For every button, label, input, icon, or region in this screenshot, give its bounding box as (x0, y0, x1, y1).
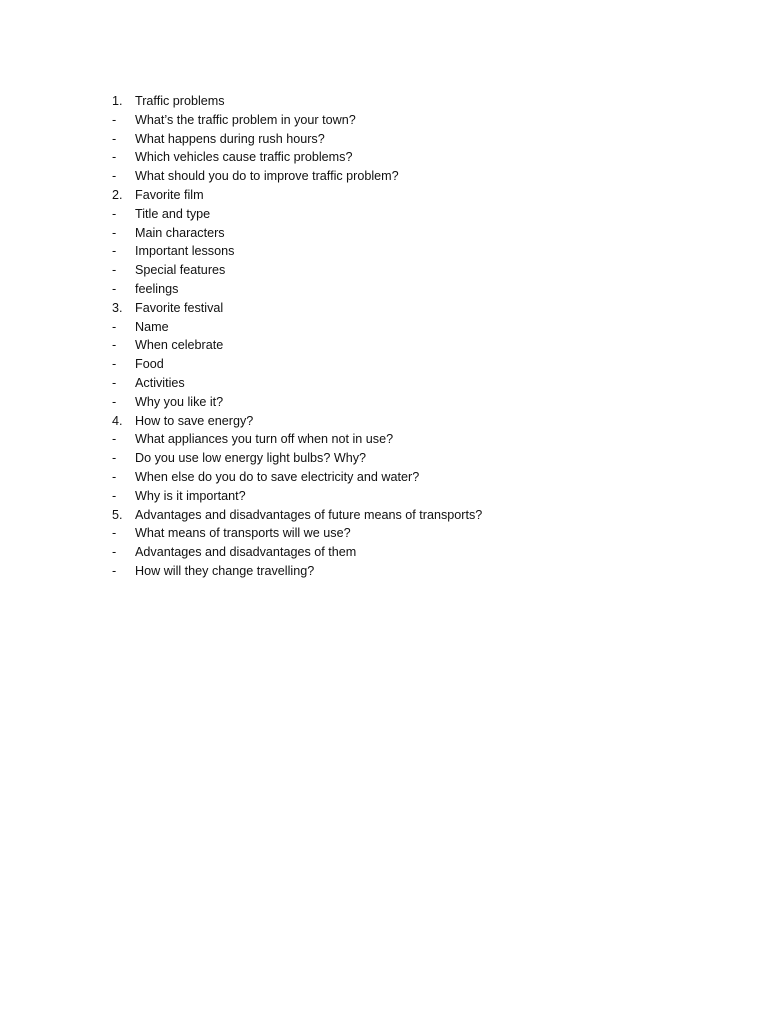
bullet-dash: - (112, 169, 117, 184)
list-item-text: Name (135, 319, 169, 334)
section-heading (112, 299, 712, 318)
bullet-dash: - (112, 432, 117, 447)
bullet-dash: - (112, 225, 117, 240)
list-item (112, 148, 712, 167)
list-item-text: Do you use low energy light bulbs? Why? (135, 451, 367, 466)
list-item-text: What appliances you turn off when not in use? (135, 432, 394, 447)
list-item-text: Main characters (135, 225, 225, 240)
bullet-dash: - (112, 451, 117, 466)
bullet-dash: - (112, 263, 117, 278)
section-heading (112, 92, 712, 111)
list-item (112, 261, 712, 280)
section-title: Advantages and disadvantages of future means of transports? (135, 507, 483, 522)
list-item-text: Special features (135, 263, 226, 278)
list-item (112, 167, 712, 186)
list-item (112, 524, 712, 543)
bullet-dash: - (112, 357, 117, 372)
list-item (112, 487, 712, 506)
list-item-text: Which vehicles cause traffic problems? (135, 150, 353, 165)
list-item-text: How will they change travelling? (135, 563, 315, 578)
list-item-text: What should you do to improve traffic problem? (135, 169, 399, 184)
section-heading (112, 506, 712, 525)
bullet-dash: - (112, 131, 117, 146)
list-item (112, 393, 712, 412)
list-item-text: Title and type (135, 206, 211, 221)
list-item (112, 355, 712, 374)
list-item-text: Advantages and disadvantages of them (135, 545, 357, 560)
list-item (112, 205, 712, 224)
section-heading (112, 186, 712, 205)
bullet-dash: - (112, 244, 117, 259)
bullet-dash: - (112, 319, 117, 334)
bullet-dash: - (112, 563, 117, 578)
list-item-text: What’s the traffic problem in your town? (135, 112, 356, 127)
list-item (112, 449, 712, 468)
list-item-text: What means of transports will we use? (135, 526, 351, 541)
list-item (112, 318, 712, 337)
list-item-text: feelings (135, 281, 179, 296)
bullet-dash: - (112, 488, 117, 503)
list-item (112, 111, 712, 130)
section-title: Traffic problems (135, 94, 225, 108)
list-item-text: What happens during rush hours? (135, 131, 325, 146)
bullet-dash: - (112, 150, 117, 165)
list-item (112, 224, 712, 243)
bullet-dash: - (112, 112, 117, 127)
list-item (112, 562, 712, 581)
section-title: Favorite film (135, 187, 204, 202)
list-item (112, 336, 712, 355)
list-item-text: When else do you do to save electricity and water? (135, 469, 420, 484)
section-title: Favorite festival (135, 300, 224, 315)
section-heading (112, 412, 712, 431)
list-item (112, 374, 712, 393)
list-item (112, 468, 712, 487)
bullet-dash: - (112, 375, 117, 390)
section-number: 1. (112, 94, 123, 108)
list-item (112, 543, 712, 562)
list-item (112, 130, 712, 149)
bullet-dash: - (112, 469, 117, 484)
bullet-dash: - (112, 206, 117, 221)
list-item-text: Food (135, 357, 164, 372)
bullet-dash: - (112, 338, 117, 353)
section-title: How to save energy? (135, 413, 254, 428)
list-item-text: When celebrate (135, 338, 224, 353)
bullet-dash: - (112, 526, 117, 541)
list-item-text: Why is it important? (135, 488, 246, 503)
list-item-text: Important lessons (135, 244, 235, 259)
list-item-text: Why you like it? (135, 394, 224, 409)
section-number: 4. (112, 413, 123, 428)
bullet-dash: - (112, 545, 117, 560)
section-number: 5. (112, 507, 123, 522)
list-item (112, 242, 712, 261)
bullet-dash: - (112, 394, 117, 409)
section-number: 3. (112, 300, 123, 315)
list-item-text: Activities (135, 375, 185, 390)
list-item (112, 280, 712, 299)
bullet-dash: - (112, 281, 117, 296)
section-number: 2. (112, 187, 123, 202)
document-body (112, 92, 712, 581)
list-item (112, 430, 712, 449)
